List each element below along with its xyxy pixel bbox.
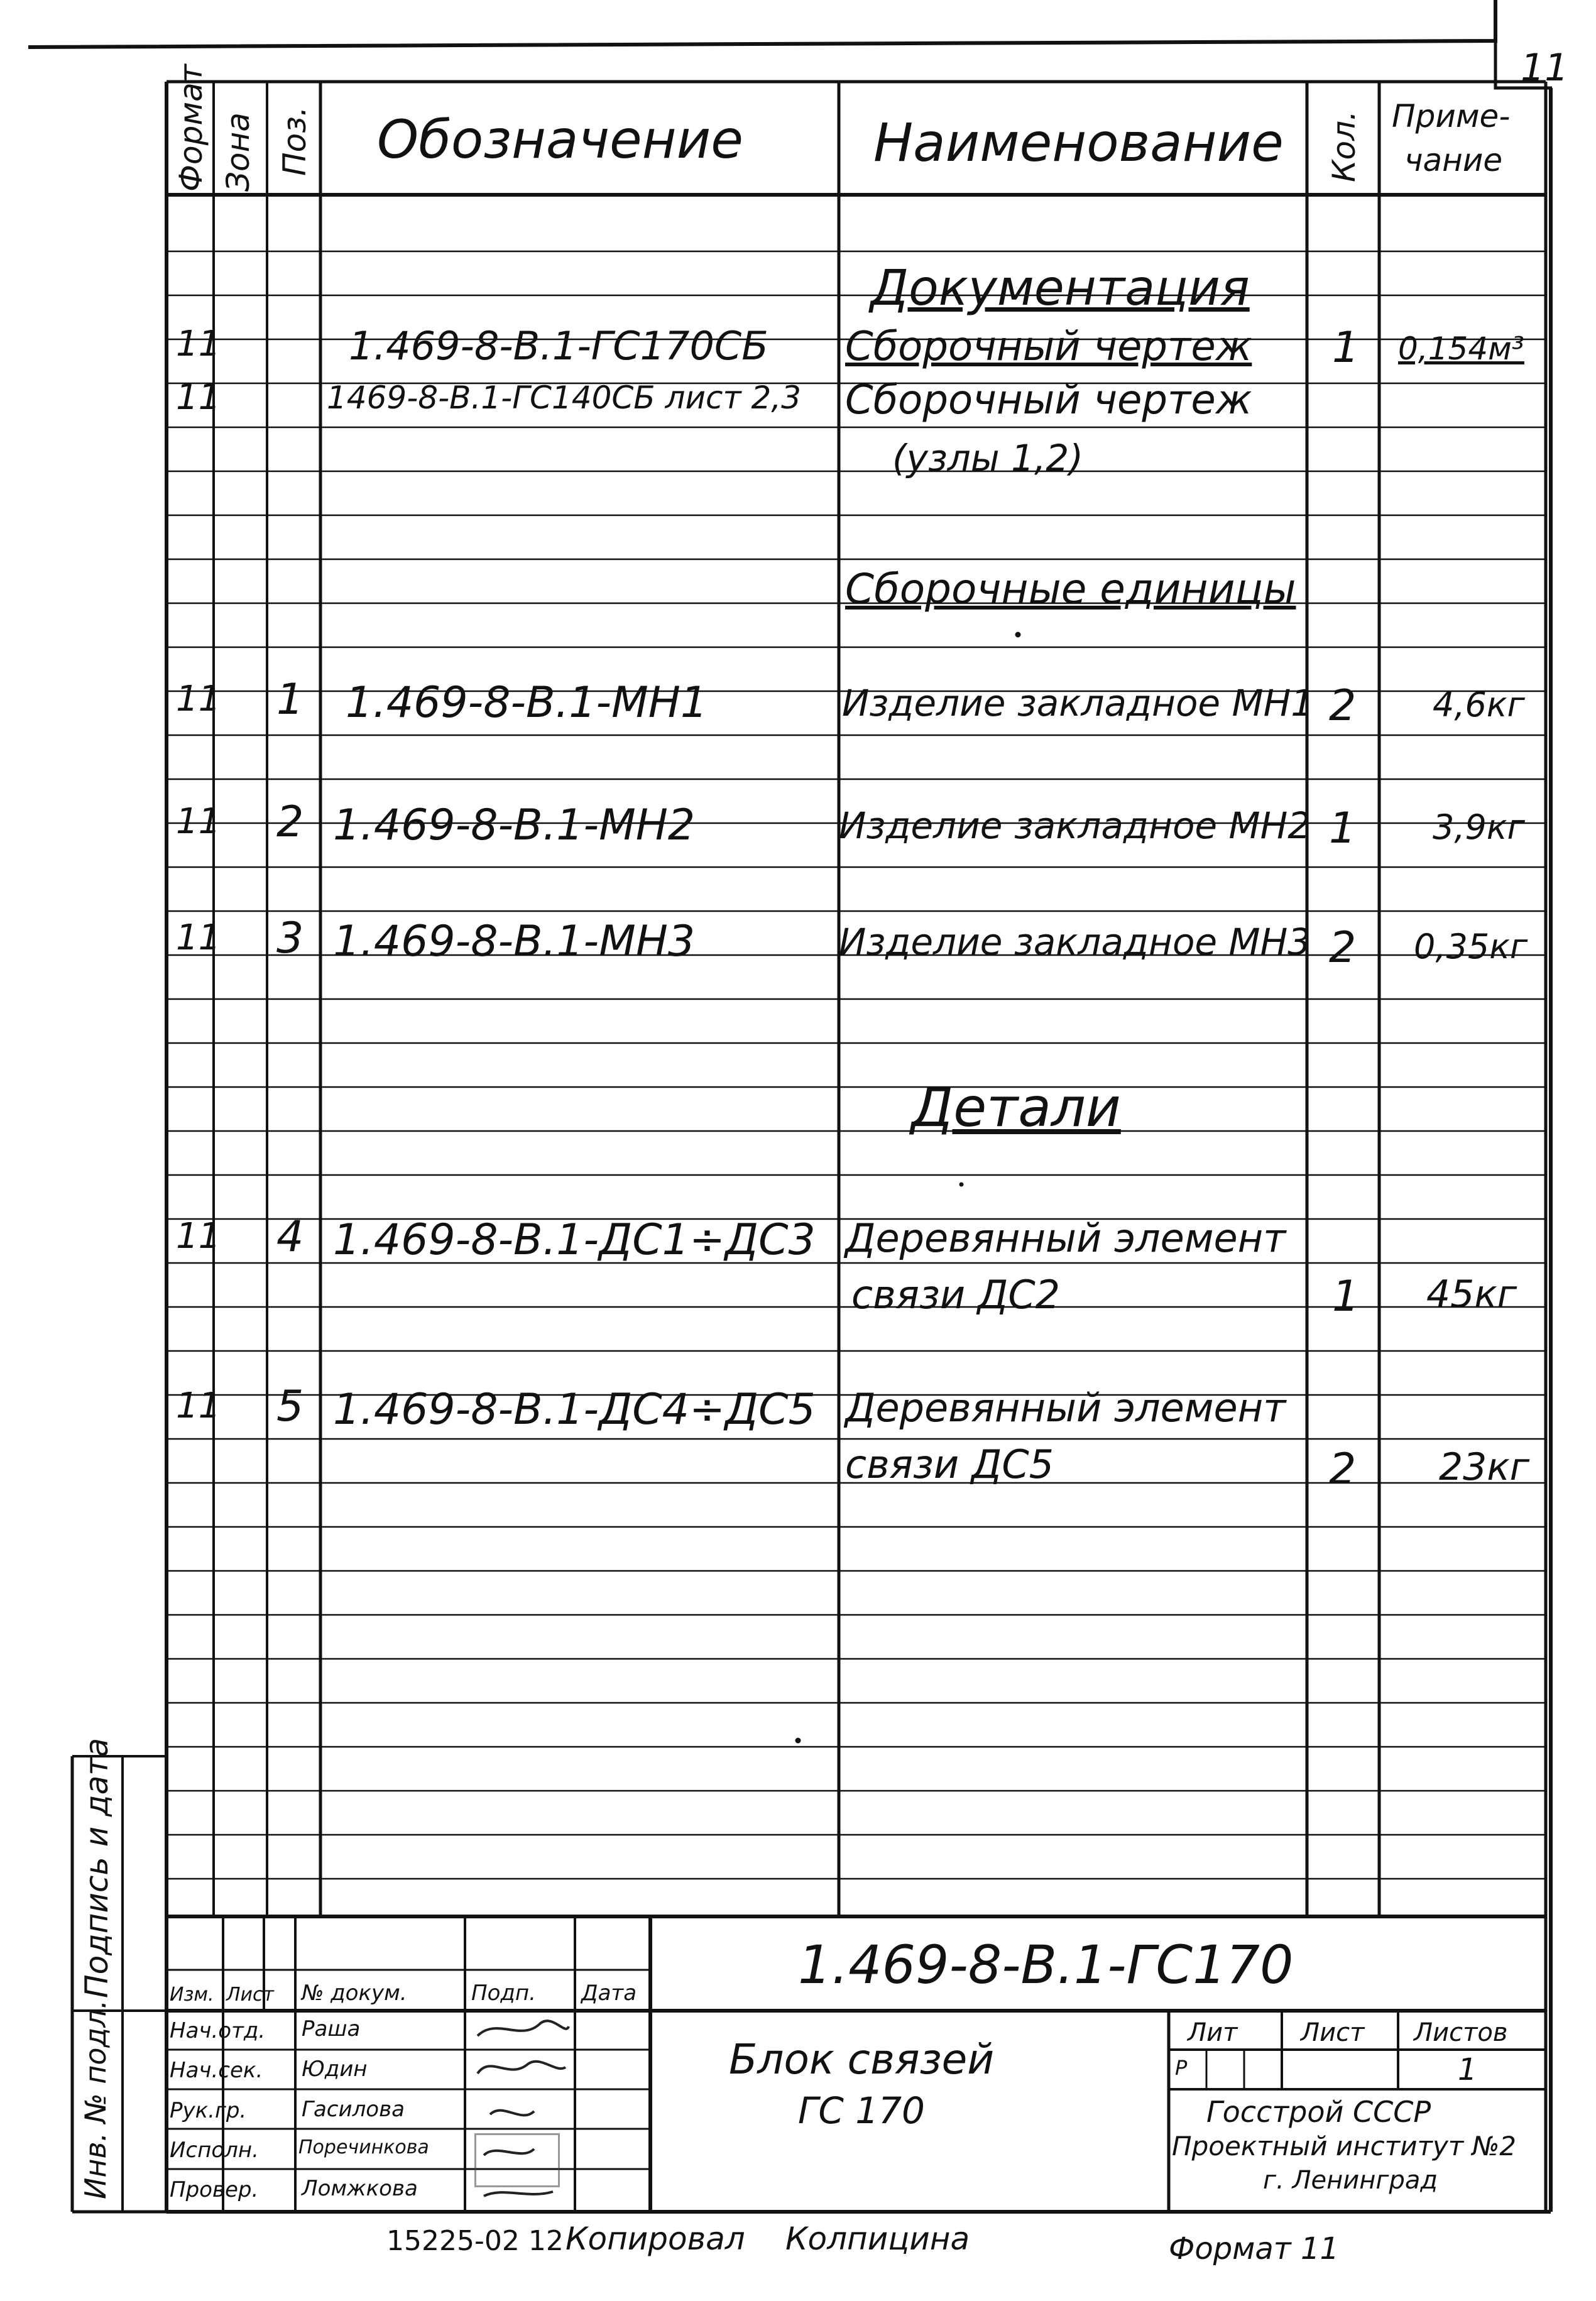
row-name: Сборочный чертеж xyxy=(845,377,1252,424)
header-note-line2: чание xyxy=(1404,142,1503,178)
row-qty: 2 xyxy=(1329,681,1357,731)
row-name: Деревянный элемент xyxy=(845,1215,1286,1261)
row-format: 11 xyxy=(176,679,221,719)
role: Провер. xyxy=(170,2177,259,2202)
sheet-label: Лист xyxy=(1301,2018,1365,2047)
row-name: Изделие закладное МН3 xyxy=(839,921,1311,963)
lit-value: Р xyxy=(1175,2056,1188,2080)
person-name: Ломжкова xyxy=(302,2176,418,2201)
sheet-number: 11 xyxy=(1521,46,1569,90)
header-designation: Обозначение xyxy=(377,109,743,170)
row-name: Деревянный элемент xyxy=(845,1385,1286,1431)
row-qty: 1 xyxy=(1332,1272,1360,1321)
row-note: 0,35кг xyxy=(1414,927,1528,966)
role: Рук.гр. xyxy=(170,2098,247,2123)
row-qty: 2 xyxy=(1329,923,1357,973)
header-pos: Поз. xyxy=(276,106,313,176)
footer-copier: Колпицина xyxy=(785,2221,970,2257)
section-assembly-units: Сборочные единицы xyxy=(845,565,1296,613)
row-note: 23кг xyxy=(1439,1445,1530,1489)
lit-label: Лит xyxy=(1188,2018,1238,2047)
col-list: Лист xyxy=(226,1984,275,2006)
header-qty: Кол. xyxy=(1326,111,1362,182)
sheets-value: 1 xyxy=(1458,2052,1477,2087)
sheets-label: Листов xyxy=(1414,2018,1508,2047)
org-line3: г. Ленинград xyxy=(1263,2166,1438,2195)
row-designation: 1.469-8-В.1-ДС1÷ДС3 xyxy=(333,1215,816,1265)
org-line2: Проектный институт №2 xyxy=(1172,2131,1517,2162)
row-format: 11 xyxy=(176,377,221,418)
row-qty: 1 xyxy=(1332,323,1360,373)
row-name-line2: (узлы 1,2) xyxy=(892,437,1083,479)
row-pos: 3 xyxy=(276,914,304,963)
row-pos: 4 xyxy=(276,1212,304,1262)
row-qty: 2 xyxy=(1329,1445,1357,1494)
row-note: 0,154м³ xyxy=(1398,331,1524,367)
person-name: Раша xyxy=(302,2016,361,2041)
person-name: Гасилова xyxy=(302,2097,405,2122)
role: Исполн. xyxy=(170,2138,259,2163)
row-pos: 5 xyxy=(276,1382,304,1431)
row-designation: 1.469-8-В.1-ДС4÷ДС5 xyxy=(333,1385,816,1435)
row-name-line2: связи ДС5 xyxy=(845,1441,1054,1487)
section-parts: Детали xyxy=(911,1076,1121,1139)
col-izm: Изм. xyxy=(170,1984,214,2006)
col-date: Дата xyxy=(581,1981,637,2006)
header-note-line1: Приме- xyxy=(1392,98,1511,134)
row-designation: 1.469-8-В.1-МН3 xyxy=(333,917,696,966)
row-designation: 1469-8-В.1-ГС140СБ лист 2,3 xyxy=(327,380,801,416)
title-line1: Блок связей xyxy=(729,2035,995,2084)
row-note: 45кг xyxy=(1426,1272,1517,1316)
row-name-line2: связи ДС2 xyxy=(851,1272,1061,1318)
footer-format: Формат 11 xyxy=(1169,2231,1340,2266)
role: Нач.отд. xyxy=(170,2018,266,2043)
row-pos: 2 xyxy=(276,797,304,847)
title-line2: ГС 170 xyxy=(798,2089,925,2132)
section-documentation: Документация xyxy=(870,260,1250,317)
row-format: 11 xyxy=(176,801,221,842)
row-qty: 1 xyxy=(1329,804,1357,853)
row-name: Сборочный чертеж xyxy=(845,324,1252,370)
header-format: Формат xyxy=(173,64,209,192)
col-ndoc: № докум. xyxy=(302,1981,407,2006)
left-strip-sign-date: Подпись и дата xyxy=(79,1737,115,1998)
row-name: Изделие закладное МН2 xyxy=(839,804,1311,847)
row-note: 3,9кг xyxy=(1433,807,1525,847)
left-strip-inv-no: Инв. № подл. xyxy=(79,1999,112,2199)
footer-copied-label: Копировал xyxy=(566,2221,745,2257)
org-line1: Госстрой СССР xyxy=(1206,2095,1431,2129)
footer-inv: 15225-02 12 xyxy=(386,2225,564,2257)
row-format: 11 xyxy=(176,1216,221,1257)
row-pos: 1 xyxy=(276,675,304,724)
row-designation: 1.469-8-В.1-МН2 xyxy=(333,801,696,850)
stamp-mark xyxy=(474,2133,560,2187)
doc-code: 1.469-8-В.1-ГС170 xyxy=(798,1934,1294,1996)
row-format: 11 xyxy=(176,1386,221,1426)
row-format: 11 xyxy=(176,917,221,958)
row-designation: 1.469-8-В.1-МН1 xyxy=(346,678,708,728)
header-name: Наименование xyxy=(873,112,1284,173)
row-designation: 1.469-8-В.1-ГС170СБ xyxy=(349,323,768,369)
row-name: Изделие закладное МН1 xyxy=(842,682,1315,724)
person-name: Юдин xyxy=(302,2057,368,2082)
row-format: 11 xyxy=(176,324,221,364)
person-name: Поречинкова xyxy=(298,2136,429,2158)
role: Нач.сек. xyxy=(170,2058,263,2083)
header-zone: Зона xyxy=(220,112,256,192)
col-sign: Подп. xyxy=(471,1981,536,2006)
row-note: 4,6кг xyxy=(1433,685,1525,724)
